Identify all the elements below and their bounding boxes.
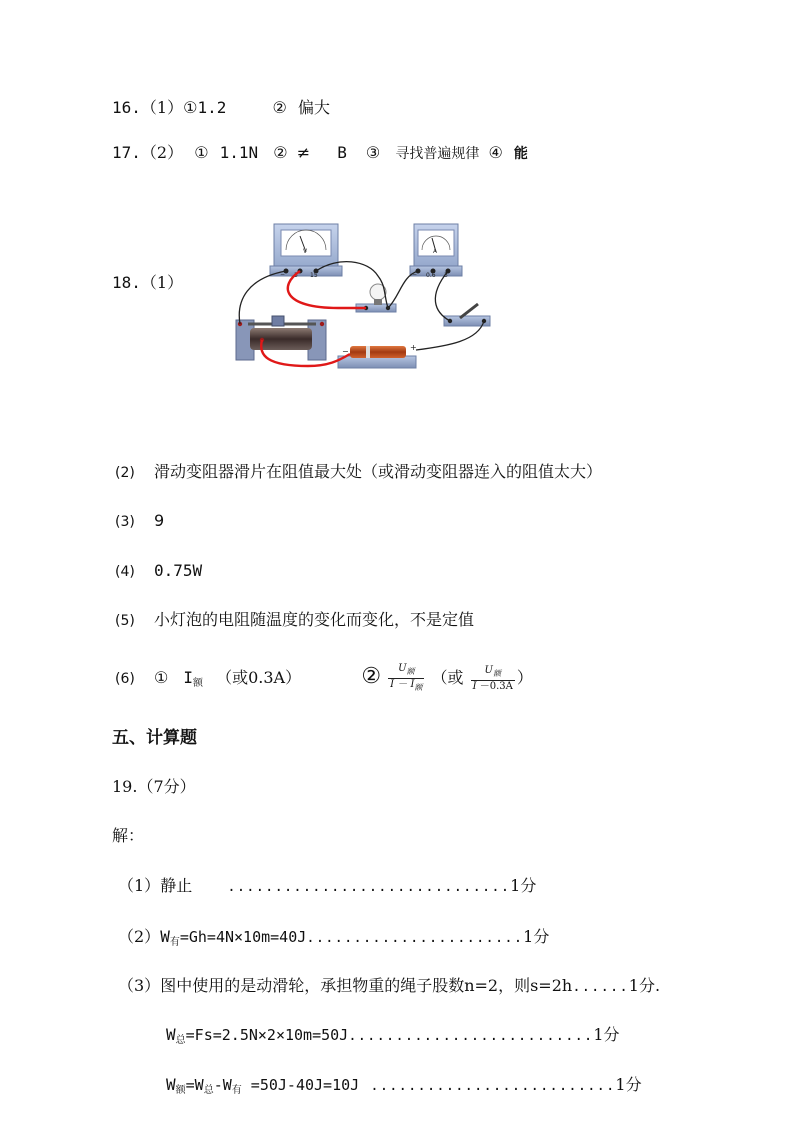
ammeter-terminal-neg: − bbox=[412, 271, 418, 278]
section-title: 五、计算题 bbox=[112, 728, 197, 748]
q17-answer-2b: B bbox=[337, 143, 347, 162]
q18-label bbox=[112, 272, 183, 294]
q19-step-2-score: 1分 bbox=[523, 927, 550, 946]
q17-answer-3: 寻找普遍规律 bbox=[395, 146, 480, 162]
q16-answer-1: ①1.2 bbox=[183, 98, 227, 117]
frac1-num: U bbox=[398, 663, 407, 674]
q19-step-5-eq2: =50J-40J=10J bbox=[241, 1076, 360, 1094]
frac1-den-mid: － bbox=[397, 679, 408, 690]
q16-number: 16. bbox=[112, 98, 141, 117]
voltmeter bbox=[270, 224, 342, 279]
q18-part4-label: (4) bbox=[115, 564, 135, 580]
battery-plus: + bbox=[410, 343, 417, 352]
q19-step-3-label: （3） bbox=[118, 976, 161, 995]
q18-part3-text: 9 bbox=[153, 511, 165, 530]
q19-step-1 bbox=[118, 875, 536, 898]
q19-step-1-text: 静止 bbox=[160, 876, 193, 895]
q19-step-4 bbox=[166, 1024, 620, 1052]
q16-answer-2: 偏大 bbox=[297, 98, 330, 117]
battery-minus: − bbox=[342, 347, 349, 356]
q19-step-5-sub: 额 bbox=[175, 1085, 186, 1096]
q19-step-3 bbox=[118, 975, 660, 998]
q19-step-5-eq1: =W bbox=[185, 1076, 204, 1094]
voltmeter-terminal-3: 3 bbox=[294, 272, 298, 279]
frac2-den-a: I bbox=[472, 680, 477, 692]
q18-part5-text: 小灯泡的电阻随温度的变化而变化，不是定值 bbox=[153, 610, 474, 629]
q18-part2 bbox=[115, 461, 602, 484]
q18-part6-or: （或 bbox=[431, 668, 464, 687]
q17-circle-3: ③ bbox=[365, 143, 381, 162]
q18-part5-label: (5) bbox=[115, 613, 135, 629]
q19-step-4-score: 1分 bbox=[593, 1025, 620, 1044]
q18-part6-i: I bbox=[183, 668, 194, 687]
q19-step-4-eq: =Fs=2.5N×2×10m=50J bbox=[185, 1026, 349, 1044]
ammeter-terminal-06: 0.6 bbox=[426, 272, 436, 279]
q18-part6-alt: （或0.3A） bbox=[216, 668, 302, 687]
q18-part6-fraction-1 bbox=[388, 663, 424, 694]
q19-step-2 bbox=[118, 926, 549, 954]
q18-part6 bbox=[115, 662, 533, 699]
q17-circle-2: ② bbox=[273, 143, 288, 162]
q18-part6-circle-1: ① bbox=[153, 668, 169, 687]
ammeter-terminal-3: 3 bbox=[444, 272, 448, 279]
q19-step-5-sub2: 总 bbox=[203, 1085, 214, 1096]
q19-jie: 解： bbox=[112, 826, 145, 845]
q19-step-5-dots: .......................... bbox=[370, 1078, 616, 1094]
q19-step-3-text: 图中使用的是动滑轮，承担物重的绳子股数n=2，则s=2h bbox=[160, 976, 573, 995]
q19-step-2-label: （2） bbox=[118, 927, 161, 946]
q19-step-1-score: 1分 bbox=[510, 876, 537, 895]
q18-part4-text: 0.75W bbox=[153, 561, 203, 580]
q18-part6-fraction-2 bbox=[471, 665, 515, 693]
q19-step-1-dots: .............................. bbox=[227, 879, 511, 895]
q17-number: 17. bbox=[112, 143, 141, 162]
q18-part6-circle-2: ② bbox=[361, 664, 382, 689]
q19-step-5 bbox=[166, 1074, 642, 1102]
q19-header: 19.（7分） bbox=[112, 777, 196, 796]
q18-part6-close: ） bbox=[516, 668, 533, 687]
frac1-den-a: I bbox=[390, 679, 395, 690]
q18-part6-label: (6) bbox=[115, 671, 135, 687]
q17-answer-4: 能 bbox=[513, 146, 528, 162]
q18-part6-i-sub: 额 bbox=[193, 678, 204, 689]
q19-step-2-w: W bbox=[160, 927, 170, 946]
q17-answer-2: ≠ bbox=[296, 143, 311, 162]
q19-step-5-w: W bbox=[166, 1075, 176, 1094]
q18-part2-label: (2) bbox=[115, 465, 135, 481]
voltmeter-terminal-neg: − bbox=[280, 271, 286, 278]
q16-line bbox=[112, 97, 330, 119]
q19-step-3-dots: ...... bbox=[572, 979, 629, 995]
q19-step-5-sub3: 有 bbox=[231, 1085, 242, 1096]
q17-part: （2） bbox=[140, 143, 184, 162]
q19-step-2-eq: =Gh=4N×10m=40J bbox=[179, 928, 307, 946]
q19-step-2-dots: ....................... bbox=[306, 930, 524, 946]
q16-part: （1） bbox=[140, 98, 184, 117]
q19-step-4-w: W bbox=[166, 1025, 176, 1044]
rheostat bbox=[236, 316, 326, 360]
voltmeter-terminal-15: 15 bbox=[310, 272, 318, 279]
q18-part2-text: 滑动变阻器滑片在阻值最大处（或滑动变阻器连入的阻值太大） bbox=[153, 462, 602, 481]
ammeter-label: A bbox=[433, 248, 438, 255]
q19-step-5-minus: -W bbox=[213, 1076, 232, 1094]
q19-step-4-sub: 总 bbox=[175, 1035, 186, 1046]
q18-part5 bbox=[115, 609, 474, 632]
q18-number: 18. bbox=[112, 273, 141, 292]
q17-line bbox=[112, 142, 528, 165]
q19-step-3-score: 1分. bbox=[628, 976, 661, 995]
q19-step-5-score: 1分 bbox=[615, 1075, 642, 1094]
q18-part: （1） bbox=[140, 273, 184, 292]
q17-answer-1: 1.1N bbox=[219, 143, 259, 162]
q18-part3-label: (3) bbox=[115, 514, 135, 530]
q16-circle-2: ② bbox=[272, 98, 287, 117]
voltmeter-label: V bbox=[303, 248, 308, 255]
frac2-num-sub: 额 bbox=[492, 668, 501, 678]
q19-step-2-sub: 有 bbox=[169, 937, 180, 948]
q17-circle-1: ① bbox=[194, 143, 209, 162]
q17-circle-4: ④ bbox=[488, 143, 503, 162]
frac2-num: U bbox=[484, 664, 493, 676]
q18-part4 bbox=[115, 560, 202, 583]
frac2-den-b: －0.3A bbox=[479, 680, 513, 692]
frac1-den-b: I bbox=[410, 679, 415, 690]
q19-step-4-dots: .......................... bbox=[348, 1028, 594, 1044]
circuit-diagram bbox=[228, 216, 498, 376]
q19-step-1-label: （1） bbox=[118, 876, 161, 895]
frac1-den-sub: 额 bbox=[414, 683, 423, 692]
q18-part3 bbox=[115, 510, 164, 533]
frac1-num-sub: 额 bbox=[406, 667, 415, 676]
